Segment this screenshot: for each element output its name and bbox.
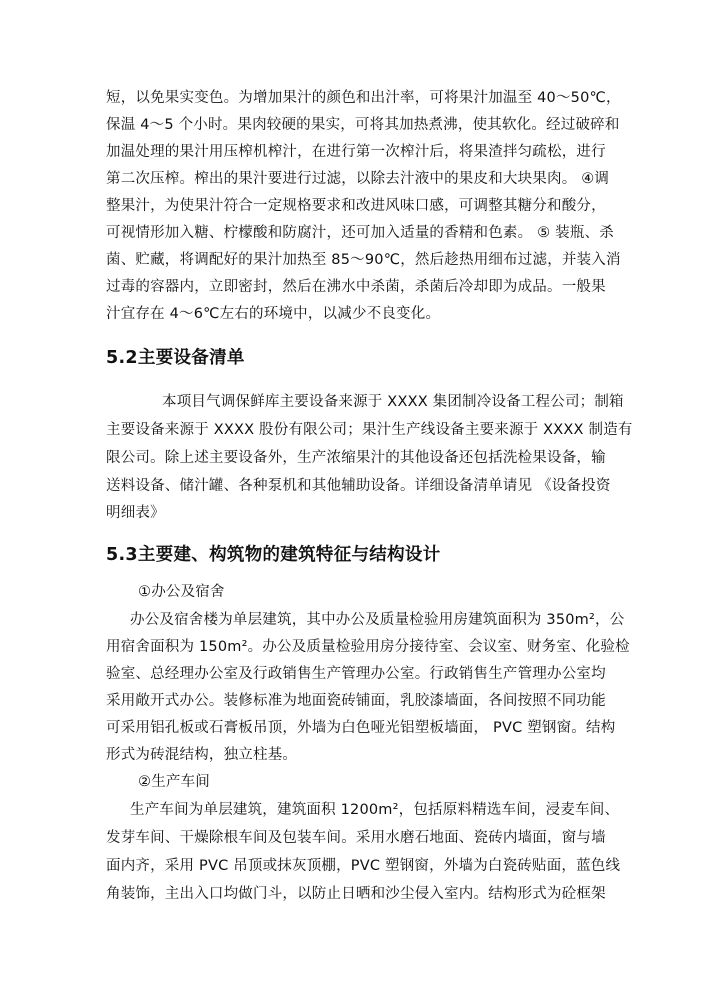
paragraph-line: 验室、总经理办公室及行政销售生产管理办公室。行政销售生产管理办公室均 xyxy=(106,666,606,682)
paragraph-line: 菌、贮藏，将调配好的果汁加热至 85～90℃，然后趁热用细布过滤，并装入消 xyxy=(106,252,621,268)
paragraph-line: 生产车间为单层建筑，建筑面积 1200m²，包括原料精选车间，浸麦车间、 xyxy=(130,802,620,818)
paragraph-line: 整果汁，为使果汁符合一定规格要求和改进风味口感，可调整其糖分和酸分， xyxy=(106,198,606,214)
paragraph-line: 可视情形加入糖、柠檬酸和防腐汁，还可加入适量的香精和色素。 ⑤ 装瓶、杀 xyxy=(106,225,614,241)
paragraph-line: 保温 4～5 个小时。果肉较硬的果实，可将其加热煮沸，使其软化。经过破碎和 xyxy=(106,117,620,133)
subsection-label-office: ①办公及宿舍 xyxy=(138,584,225,600)
section-heading-5-3: 5.3主要建、构筑物的建筑特征与结构设计 xyxy=(106,545,441,565)
paragraph-line: 面内齐，采用 PVC 吊顶或抹灰顶棚，PVC 塑钢窗，外墙为白瓷砖贴面，蓝色线 xyxy=(106,858,621,874)
paragraph-line: 形式为砖混结构，独立柱基。 xyxy=(106,747,298,763)
paragraph-line: 送料设备、储汁罐、各种泵机和其他辅助设备。详细设备清单请见 《设备投资 xyxy=(106,478,611,494)
paragraph-line: 角装饰，主出入口均做门斗，以防止日晒和沙尘侵入室内。结构形式为砼框架 xyxy=(106,886,606,902)
paragraph-line: 第二次压榨。榨出的果汁要进行过滤，以除去汁液中的果皮和大块果肉。 ④调 xyxy=(106,171,610,187)
paragraph-line: 主要设备来源于 XXXX 股份有限公司；果汁生产线设备主要来源于 XXXX 制造有 xyxy=(106,422,633,438)
paragraph-line: 短，以免果实变色。为增加果汁的颜色和出汁率，可将果汁加温至 40～50℃， xyxy=(106,90,621,106)
paragraph-line: 过毒的容器内，立即密封，然后在沸水中杀菌，杀菌后冷却即为成品。一般果 xyxy=(106,279,606,295)
subsection-label-workshop: ②生产车间 xyxy=(138,774,210,790)
paragraph-line: 采用敞开式办公。装修标准为地面瓷砖铺面，乳胶漆墙面，各间按照不同功能 xyxy=(106,693,606,709)
paragraph-line: 发芽车间、干燥除根车间及包装车间。采用水磨石地面、瓷砖内墙面，窗与墙 xyxy=(106,830,606,846)
paragraph-line: 加温处理的果汁用压榨机榨汁，在进行第一次榨汁后，将果渣拌匀疏松，进行 xyxy=(106,144,606,160)
paragraph-line: 明细表》 xyxy=(106,505,165,521)
section-heading-5-2: 5.2主要设备清单 xyxy=(106,348,245,368)
paragraph-line: 本项目气调保鲜库主要设备来源于 XXXX 集团制冷设备工程公司；制箱 xyxy=(162,394,624,410)
paragraph-line: 汁宜存在 4～6℃左右的环境中，以减少不良变化。 xyxy=(106,306,441,322)
paragraph-line: 办公及宿舍楼为单层建筑，其中办公及质量检验用房建筑面积为 350m²，公 xyxy=(130,612,625,628)
paragraph-line: 用宿舍面积为 150m²。办公及质量检验用房分接待室、会议室、财务室、化验检 xyxy=(106,639,630,655)
paragraph-line: 限公司。除上述主要设备外，生产浓缩果汁的其他设备还包括洗检果设备，输 xyxy=(106,450,606,466)
paragraph-line: 可采用铝孔板或石膏板吊顶，外墙为白色哑光铝塑板墙面， PVC 塑钢窗。结构 xyxy=(106,720,616,736)
